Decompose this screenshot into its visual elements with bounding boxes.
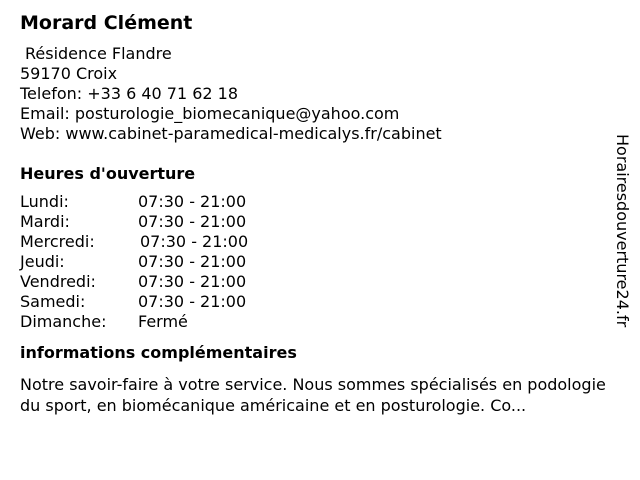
address-line-2: 59170 Croix bbox=[20, 64, 118, 83]
hours-time: 07:30 - 21:00 bbox=[138, 272, 247, 291]
business-name: Morard Clément bbox=[20, 12, 193, 34]
hours-row-saturday bbox=[20, 292, 620, 312]
hours-row-monday bbox=[20, 192, 620, 212]
hours-time: Fermé bbox=[138, 312, 188, 331]
hours-day: Mercredi: bbox=[20, 232, 95, 251]
hours-day: Vendredi: bbox=[20, 272, 96, 291]
site-watermark: Horairesdouverture24.fr bbox=[613, 134, 632, 328]
hours-time: 07:30 - 21:00 bbox=[140, 232, 249, 251]
email-line: Email: posturologie_biomecanique@yahoo.com bbox=[20, 104, 400, 123]
hours-time: 07:30 - 21:00 bbox=[138, 292, 247, 311]
hours-day: Samedi: bbox=[20, 292, 86, 311]
hours-day: Mardi: bbox=[20, 212, 70, 231]
opening-hours-title: Heures d'ouverture bbox=[20, 164, 196, 183]
hours-time: 07:30 - 21:00 bbox=[138, 192, 247, 211]
business-card bbox=[20, 10, 620, 416]
hours-time: 07:30 - 21:00 bbox=[138, 212, 247, 231]
hours-row-tuesday bbox=[20, 212, 620, 232]
additional-info-title: informations complémentaires bbox=[20, 343, 297, 362]
hours-time: 07:30 - 21:00 bbox=[138, 252, 247, 271]
hours-row-sunday bbox=[20, 312, 620, 332]
hours-row-wednesday bbox=[20, 232, 620, 252]
hours-row-friday bbox=[20, 272, 620, 292]
hours-day: Dimanche: bbox=[20, 312, 107, 331]
hours-row-thursday bbox=[20, 252, 620, 272]
web-line: Web: www.cabinet-paramedical-medicalys.fr/cabinet bbox=[20, 124, 442, 143]
opening-hours-list bbox=[20, 192, 620, 332]
additional-info-text: Notre savoir-faire à votre service. Nous sommes spécialisés en podologie du sport, en biomécanique américaine et en posturologie. Co... bbox=[20, 375, 606, 415]
phone-line: Telefon: +33 6 40 71 62 18 bbox=[20, 84, 239, 103]
hours-day: Lundi: bbox=[20, 192, 69, 211]
address-line-1: Résidence Flandre bbox=[25, 44, 172, 63]
hours-day: Jeudi: bbox=[20, 252, 65, 271]
